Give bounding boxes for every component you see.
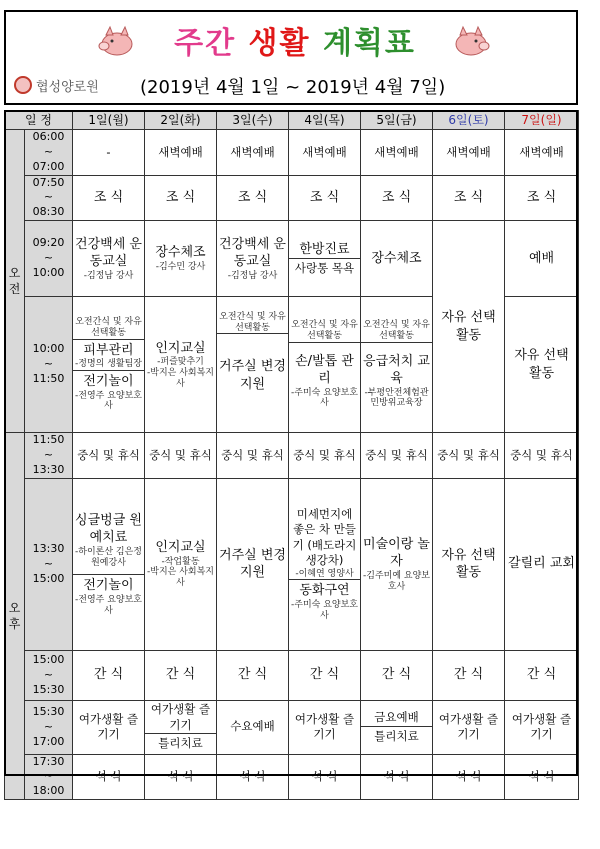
time-tilde: ~ bbox=[43, 190, 54, 204]
time-tilde: ~ bbox=[43, 144, 54, 158]
activity-leader: -김주미예 요양보호사 bbox=[363, 570, 430, 592]
time-tilde: ~ bbox=[43, 769, 54, 783]
cell: 조 식 bbox=[73, 175, 145, 221]
header-day: 3일(수) bbox=[217, 111, 289, 130]
cell: 석 식 bbox=[73, 754, 145, 800]
schedule-row bbox=[5, 433, 579, 479]
activity-title: 미술이랑 놀자 bbox=[363, 536, 430, 570]
cell: 중식 및 휴식 bbox=[145, 433, 217, 479]
cell: 자유 선택 활동 bbox=[433, 221, 505, 433]
time-end: 11:50 bbox=[32, 371, 65, 385]
schedule-row bbox=[5, 130, 579, 176]
time-slot bbox=[25, 130, 73, 176]
cell: 새벽예배 bbox=[145, 130, 217, 176]
activity-title: 동화구연 bbox=[289, 579, 360, 600]
schedule-row bbox=[5, 175, 579, 221]
cell bbox=[145, 700, 217, 754]
activity-leader: -김정남 강사 bbox=[83, 270, 134, 281]
cell: 석 식 bbox=[289, 754, 361, 800]
cell: 간 식 bbox=[73, 650, 145, 700]
activity-title: 거주실 변경지원 bbox=[217, 333, 288, 417]
header-day: 2일(화) bbox=[145, 111, 217, 130]
time-tilde: ~ bbox=[43, 667, 54, 681]
cell bbox=[361, 297, 433, 433]
cell: 새벽예배 bbox=[217, 130, 289, 176]
activity-title: 피부관리 bbox=[73, 339, 144, 360]
time-end: 08:30 bbox=[32, 205, 65, 219]
time-start: 15:30 bbox=[32, 704, 65, 718]
activity-title: 전기놀이 bbox=[73, 574, 144, 595]
cell: 조 식 bbox=[505, 175, 579, 221]
time-start: 17:30 bbox=[32, 754, 65, 768]
title-part-plan: 계획표 bbox=[322, 26, 416, 61]
time-start: 11:50 bbox=[32, 433, 65, 447]
cell: 간 식 bbox=[217, 650, 289, 700]
page-title bbox=[0, 18, 590, 62]
cell: 갈릴리 교회 bbox=[505, 478, 579, 650]
cell: 조 식 bbox=[433, 175, 505, 221]
activity-leader: -주미숙 요양보호사 bbox=[291, 600, 358, 621]
am-label: 오 전 bbox=[5, 130, 25, 433]
schedule-row bbox=[5, 700, 579, 754]
time-slot bbox=[25, 297, 73, 433]
cell: 예배 bbox=[505, 221, 579, 297]
cell: 중식 및 휴식 bbox=[217, 433, 289, 479]
time-end: 18:00 bbox=[32, 784, 65, 798]
cell bbox=[73, 297, 145, 433]
cell: 석 식 bbox=[433, 754, 505, 800]
cell: 중식 및 휴식 bbox=[505, 433, 579, 479]
cell bbox=[145, 478, 217, 650]
header-row bbox=[5, 111, 579, 130]
activity-title: 금요예배 bbox=[374, 710, 419, 725]
cell: 중식 및 휴식 bbox=[289, 433, 361, 479]
activity-title: 전기놀이 bbox=[73, 370, 144, 391]
header-day: 5일(금) bbox=[361, 111, 433, 130]
cell bbox=[289, 297, 361, 433]
activity-title: 오전간식 및 자유선택활동 bbox=[75, 317, 142, 338]
activity-title: 건강백세 운동교실 bbox=[75, 236, 142, 270]
cell: 간 식 bbox=[361, 650, 433, 700]
activity-leader: -전영주 요양보호사 bbox=[75, 594, 142, 616]
cell: 여가생활 즐기기 bbox=[505, 700, 579, 754]
cell: 간 식 bbox=[433, 650, 505, 700]
time-slot bbox=[25, 221, 73, 297]
cell: 중식 및 휴식 bbox=[73, 433, 145, 479]
org-logo bbox=[14, 74, 99, 96]
activity-detail: -퍼즐맞추기 bbox=[157, 357, 204, 368]
time-start: 07:50 bbox=[32, 175, 65, 189]
activity-title: 오전간식 및 자유선택활동 bbox=[291, 319, 358, 341]
cell: 자유 선택 활동 bbox=[433, 478, 505, 650]
cell: 석 식 bbox=[217, 754, 289, 800]
weekly-schedule-table bbox=[4, 110, 579, 800]
activity-title: 장수체조 bbox=[155, 245, 206, 261]
cell: 수요예배 bbox=[217, 700, 289, 754]
time-slot bbox=[25, 433, 73, 479]
time-start: 13:30 bbox=[32, 541, 65, 555]
time-slot bbox=[25, 650, 73, 700]
activity-leader: -부평안전체험관 민방위교육장 bbox=[364, 387, 429, 409]
time-end: 15:30 bbox=[32, 682, 65, 696]
title-part-life: 생활 bbox=[248, 26, 311, 61]
activity-leader: -박지은 사회복지사 bbox=[147, 367, 214, 389]
org-logo-icon bbox=[14, 76, 32, 94]
cell: 간 식 bbox=[289, 650, 361, 700]
time-tilde: ~ bbox=[43, 556, 54, 570]
activity-leader: -이혜연 영양사 bbox=[295, 568, 354, 579]
activity-leader: -정명의 생활팀장 bbox=[75, 359, 142, 370]
cell: 여가생활 즐기기 bbox=[73, 700, 145, 754]
activity-title: 응급처치 교육 bbox=[361, 342, 432, 388]
cell bbox=[217, 221, 289, 297]
cell: 새벽예배 bbox=[361, 130, 433, 176]
cell: 조 식 bbox=[361, 175, 433, 221]
activity-title: 건강백세 운동교실 bbox=[219, 236, 286, 270]
activity-leader: -주미숙 요양보호사 bbox=[291, 387, 358, 409]
cell: 중식 및 휴식 bbox=[433, 433, 505, 479]
cell bbox=[73, 221, 145, 297]
cell: 새벽예배 bbox=[433, 130, 505, 176]
activity-leader: -김수민 강사 bbox=[155, 261, 206, 272]
time-slot bbox=[25, 175, 73, 221]
time-tilde: ~ bbox=[43, 719, 54, 733]
pm-label: 오 후 bbox=[5, 433, 25, 800]
activity-leader: -전영주 요양보호사 bbox=[75, 390, 142, 412]
activity-title: 인지교실 bbox=[155, 540, 206, 556]
activity-leader: -김정남 강사 bbox=[227, 270, 278, 281]
time-start: 15:00 bbox=[32, 652, 65, 666]
cell: 장수체조 bbox=[361, 221, 433, 297]
activity-title: 미세먼지에 좋은 차 만들기 (배도라지 생강차) bbox=[292, 506, 357, 568]
title-part-weekly: 주간 bbox=[174, 26, 237, 61]
activity-title: 손/발톱 관리 bbox=[289, 342, 360, 388]
time-start: 09:20 bbox=[32, 236, 65, 250]
cell bbox=[289, 221, 361, 297]
header-day-saturday: 6일(토) bbox=[433, 111, 505, 130]
time-end: 07:00 bbox=[32, 159, 65, 173]
cell: 새벽예배 bbox=[289, 130, 361, 176]
time-tilde: ~ bbox=[43, 447, 54, 461]
time-slot bbox=[25, 478, 73, 650]
cell: 석 식 bbox=[505, 754, 579, 800]
cell: 중식 및 휴식 bbox=[361, 433, 433, 479]
schedule-row bbox=[5, 221, 579, 297]
cell: 석 식 bbox=[361, 754, 433, 800]
cell: 조 식 bbox=[289, 175, 361, 221]
cell bbox=[289, 478, 361, 650]
cell: 새벽예배 bbox=[505, 130, 579, 176]
time-end: 17:00 bbox=[32, 734, 65, 748]
time-tilde: ~ bbox=[43, 251, 54, 265]
org-name: 협성양로원 bbox=[36, 79, 99, 95]
header-day-sunday: 7일(일) bbox=[505, 111, 579, 130]
activity-leader: -하이론산 김은정 원예강사 bbox=[75, 546, 142, 568]
time-start: 06:00 bbox=[32, 130, 65, 143]
schedule-row bbox=[5, 478, 579, 650]
cell: 자유 선택 활동 bbox=[505, 297, 579, 433]
activity-title: 틀리치료 bbox=[145, 733, 216, 752]
cell: 여가생활 즐기기 bbox=[433, 700, 505, 754]
pig-icon bbox=[452, 24, 492, 58]
cell bbox=[73, 478, 145, 650]
activity-title: 여가생활 즐기기 bbox=[150, 702, 211, 732]
schedule-period: (2019년 4월 1일 ~ 2019년 4월 7일) bbox=[140, 77, 446, 98]
cell bbox=[145, 221, 217, 297]
activity-title: 오전간식 및 자유선택활동 bbox=[363, 319, 430, 341]
schedule-row bbox=[5, 650, 579, 700]
cell: 간 식 bbox=[505, 650, 579, 700]
time-end: 10:00 bbox=[32, 265, 65, 279]
activity-title: 한방진료 bbox=[299, 241, 350, 257]
time-slot bbox=[25, 700, 73, 754]
activity-leader: -박지은 사회복지사 bbox=[147, 567, 214, 589]
cell: 여가생활 즐기기 bbox=[289, 700, 361, 754]
cell bbox=[361, 700, 433, 754]
time-slot bbox=[25, 754, 73, 800]
header-day: 1일(월) bbox=[73, 111, 145, 130]
activity-detail: -작업활동 bbox=[161, 556, 200, 567]
activity-title: 싱글벙글 원예치료 bbox=[75, 512, 142, 546]
time-tilde: ~ bbox=[43, 357, 54, 371]
time-end: 13:30 bbox=[32, 462, 65, 476]
time-end: 15:00 bbox=[32, 571, 65, 585]
activity-title: 오전간식 및 자유선택활동 bbox=[219, 311, 286, 333]
cell bbox=[217, 297, 289, 433]
activity-title: 틀리치료 bbox=[361, 726, 432, 745]
cell: 석 식 bbox=[145, 754, 217, 800]
cell: 조 식 bbox=[217, 175, 289, 221]
cell bbox=[145, 297, 217, 433]
activity-title: 인지교실 bbox=[155, 340, 206, 356]
activity-title: 사랑통 목욕 bbox=[289, 258, 360, 277]
cell: 거주실 변경지원 bbox=[217, 478, 289, 650]
cell bbox=[361, 478, 433, 650]
header-day: 4일(목) bbox=[289, 111, 361, 130]
header-day-label: 일 정 bbox=[5, 111, 73, 130]
cell: 간 식 bbox=[145, 650, 217, 700]
time-start: 10:00 bbox=[32, 342, 65, 356]
schedule-row bbox=[5, 754, 579, 800]
cell: - bbox=[73, 130, 145, 176]
cell: 조 식 bbox=[145, 175, 217, 221]
